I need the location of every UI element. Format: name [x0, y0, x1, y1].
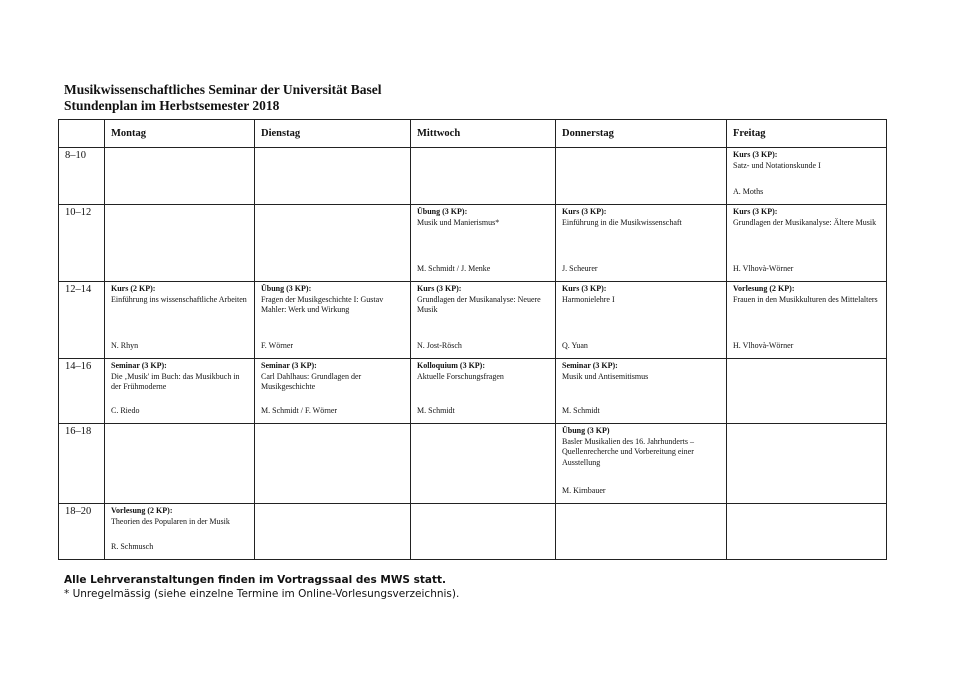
course-type: Kolloquium (3 KP): — [417, 361, 486, 370]
day-header: Donnerstag — [556, 120, 727, 148]
course-title: Aktuelle Forschungsfragen — [417, 371, 504, 381]
course-lecturer: H. Vlhovà-Wörner — [733, 340, 794, 350]
course-entry — [111, 506, 248, 553]
corner-cell — [59, 120, 105, 148]
course-cell — [727, 148, 887, 205]
course-cell — [727, 205, 887, 282]
time-slot-label: 16–18 — [59, 424, 105, 504]
time-slot-row — [59, 148, 887, 205]
empty-cell — [105, 148, 255, 205]
title-line-semester: Stundenplan im Herbstsemester 2018 — [64, 98, 280, 113]
course-title: Satz- und Notationskunde I — [733, 160, 821, 170]
course-entry — [562, 207, 720, 275]
course-cell — [411, 282, 556, 359]
course-cell — [411, 205, 556, 282]
course-type: Übung (3 KP): — [261, 284, 312, 293]
course-entry — [111, 361, 248, 417]
time-slot-label: 12–14 — [59, 282, 105, 359]
course-lecturer: N. Jost-Rösch — [417, 340, 462, 350]
irregular-note: * Unregelmässig (siehe einzelne Termine im Online-Vorlesungsverzeichnis). — [64, 588, 460, 600]
header-row — [59, 120, 887, 148]
timetable — [58, 119, 887, 560]
course-title: Musik und Manierismus* — [417, 217, 500, 227]
course-type: Kurs (3 KP): — [417, 284, 462, 293]
course-cell — [556, 424, 727, 504]
course-type: Vorlesung (2 KP): — [111, 506, 173, 515]
course-entry — [417, 284, 549, 352]
course-cell — [105, 359, 255, 424]
empty-cell — [727, 504, 887, 560]
course-entry — [562, 361, 720, 417]
course-lecturer: R. Schmusch — [111, 541, 154, 551]
course-entry — [111, 284, 248, 352]
time-slot-row — [59, 205, 887, 282]
course-lecturer: Q. Yuan — [562, 340, 588, 350]
empty-cell — [411, 504, 556, 560]
course-lecturer: A. Moths — [733, 186, 764, 196]
course-lecturer: M. Schmidt / J. Menke — [417, 263, 491, 273]
course-cell — [255, 359, 411, 424]
course-title: Grundlagen der Musikanalyse: Ältere Musik — [733, 217, 877, 227]
empty-cell — [556, 148, 727, 205]
course-type: Kurs (3 KP): — [733, 207, 778, 216]
course-title: Harmonielehre I — [562, 294, 615, 304]
course-lecturer: M. Schmidt — [562, 405, 600, 415]
course-title: Theorien des Popularen in der Musik — [111, 516, 230, 526]
empty-cell — [255, 424, 411, 504]
empty-cell — [105, 424, 255, 504]
time-slot-row — [59, 282, 887, 359]
time-slot-label: 14–16 — [59, 359, 105, 424]
course-entry — [562, 284, 720, 352]
location-note: Alle Lehrveranstaltungen finden im Vortragssaal des MWS statt. — [64, 574, 447, 586]
course-cell — [556, 282, 727, 359]
course-lecturer: C. Riedo — [111, 405, 140, 415]
course-type: Übung (3 KP) — [562, 426, 610, 435]
course-type: Seminar (3 KP): — [261, 361, 317, 370]
empty-cell — [411, 424, 556, 504]
time-slot-row — [59, 504, 887, 560]
course-type: Kurs (3 KP): — [562, 284, 607, 293]
course-lecturer: M. Schmidt / F. Wörner — [261, 405, 338, 415]
course-lecturer: N. Rhyn — [111, 340, 139, 350]
empty-cell — [255, 148, 411, 205]
day-header: Mittwoch — [411, 120, 556, 148]
title-line-institution: Musikwissenschaftliches Seminar der Universität Basel — [64, 82, 382, 97]
course-entry — [417, 207, 549, 275]
course-title: Einführung ins wissenschaftliche Arbeiten — [111, 294, 247, 304]
course-type: Vorlesung (2 KP): — [733, 284, 795, 293]
course-title: Basler Musikalien des 16. Jahrhunderts – Quellenrecherche und Vorbereitung einer Ausstellung — [562, 436, 694, 467]
empty-cell — [727, 424, 887, 504]
course-type: Kurs (3 KP): — [562, 207, 607, 216]
course-cell — [727, 282, 887, 359]
course-lecturer: M. Schmidt — [417, 405, 455, 415]
empty-cell — [255, 205, 411, 282]
course-cell — [411, 359, 556, 424]
empty-cell — [105, 205, 255, 282]
time-slot-label: 8–10 — [59, 148, 105, 205]
footer-notes — [64, 573, 459, 601]
time-slot-row — [59, 359, 887, 424]
course-cell — [556, 205, 727, 282]
course-cell — [255, 282, 411, 359]
page-title — [64, 82, 382, 114]
course-title: Grundlagen der Musikanalyse: Neuere Musik — [417, 294, 541, 314]
course-entry — [261, 361, 404, 417]
course-entry — [733, 150, 880, 198]
course-type: Seminar (3 KP): — [562, 361, 618, 370]
course-entry — [733, 207, 880, 275]
course-type: Kurs (2 KP): — [111, 284, 156, 293]
course-title: Fragen der Musikgeschichte I: Gustav Mahler: Werk und Wirkung — [261, 294, 384, 314]
course-type: Übung (3 KP): — [417, 207, 468, 216]
day-header: Montag — [105, 120, 255, 148]
course-title: Musik und Antisemitismus — [562, 371, 649, 381]
time-slot-label: 10–12 — [59, 205, 105, 282]
course-cell — [556, 359, 727, 424]
course-lecturer: F. Wörner — [261, 340, 294, 350]
course-title: Die ‚Musik' im Buch: das Musikbuch in der Frühmoderne — [111, 371, 240, 391]
course-type: Kurs (3 KP): — [733, 150, 778, 159]
course-title: Einführung in die Musikwissenschaft — [562, 217, 682, 227]
course-cell — [105, 282, 255, 359]
empty-cell — [556, 504, 727, 560]
course-entry — [733, 284, 880, 352]
course-lecturer: J. Scheurer — [562, 263, 598, 273]
time-slot-label: 18–20 — [59, 504, 105, 560]
day-header: Dienstag — [255, 120, 411, 148]
empty-cell — [727, 359, 887, 424]
course-cell — [105, 504, 255, 560]
empty-cell — [411, 148, 556, 205]
time-slot-row — [59, 424, 887, 504]
course-entry — [261, 284, 404, 352]
course-title: Carl Dahlhaus: Grundlagen der Musikgeschichte — [261, 371, 362, 391]
course-entry — [562, 426, 720, 497]
course-lecturer: M. Kirnbauer — [562, 485, 606, 495]
empty-cell — [255, 504, 411, 560]
course-title: Frauen in den Musikkulturen des Mittelalters — [733, 294, 878, 304]
course-type: Seminar (3 KP): — [111, 361, 167, 370]
course-entry — [417, 361, 549, 417]
course-lecturer: H. Vlhovà-Wörner — [733, 263, 794, 273]
day-header: Freitag — [727, 120, 887, 148]
